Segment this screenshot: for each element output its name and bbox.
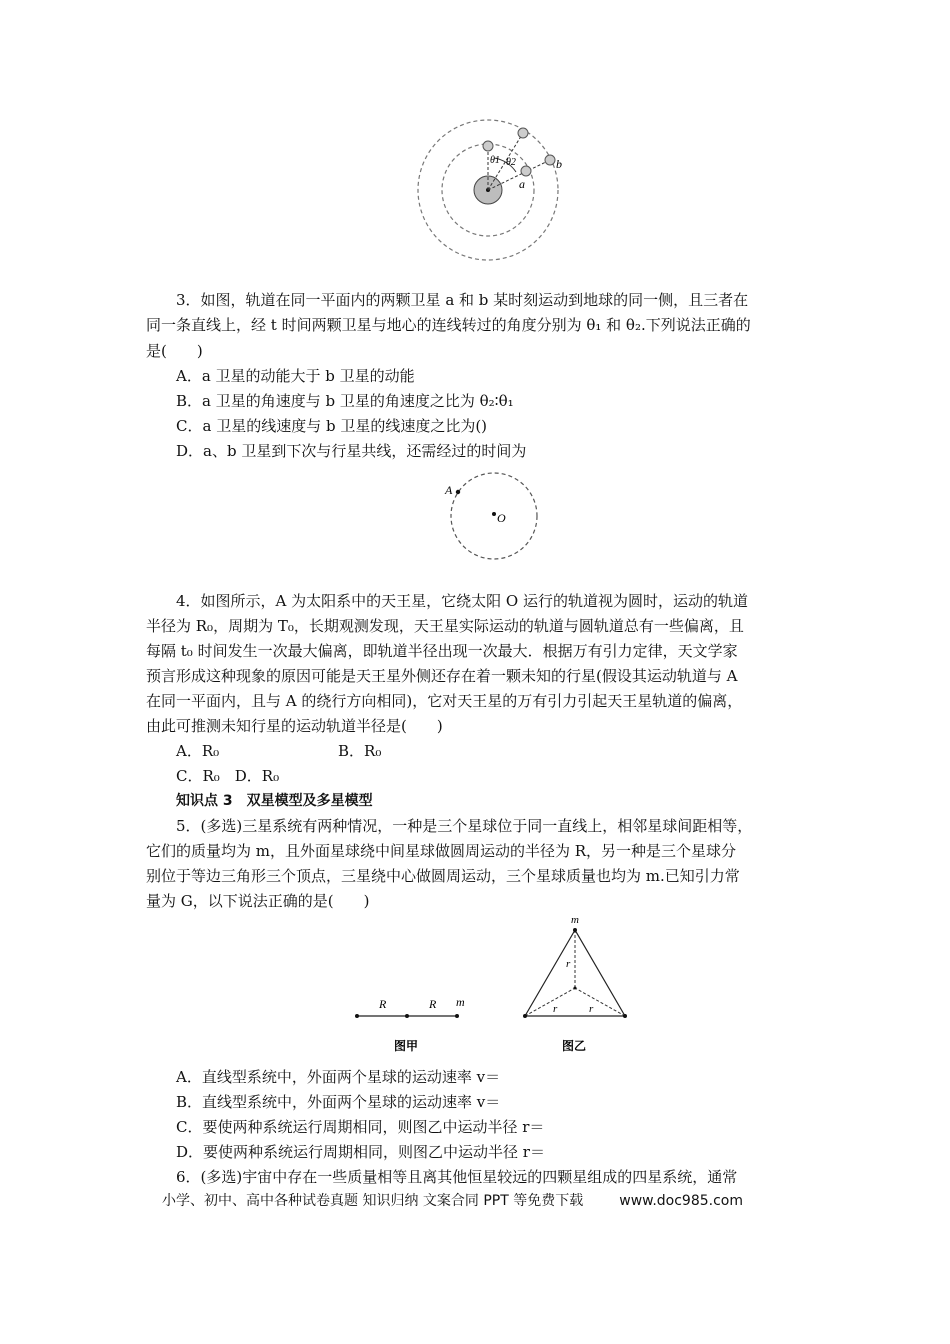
q5-stem-line-1: 5．(多选)三星系统有两种情况，一种是三个星球位于同一直线上，相邻星球间距相等，: [176, 817, 753, 835]
uranus-orbit-figure: [440, 470, 550, 565]
label-r-vertical: r: [566, 958, 571, 970]
q5-option-c: C．要使两种系统运行周期相同，则图乙中运动半径 r＝: [176, 1118, 545, 1136]
q3-stem-line-3: 是( ): [146, 342, 203, 360]
q4-stem-line-5: 在同一平面内，且与 A 的绕行方向相同)，它对天王星的万有引力引起天王星轨道的偏离，: [146, 692, 743, 710]
label-A: A: [445, 483, 453, 497]
q5-stem-line-3: 别位于等边三角形三个顶点，三星绕中心做圆周运动，三个星球质量也均为 m.已知引力常: [146, 867, 740, 885]
footer-url[interactable]: www.doc985.com: [619, 1193, 743, 1209]
q4-option-b: B．R₀: [338, 742, 382, 760]
q5-stem-line-4: 量为 G，以下说法正确的是( ): [146, 892, 370, 910]
q5-option-b: B．直线型系统中，外面两个星球的运动速率 v＝: [176, 1093, 501, 1111]
label-r-right: r: [589, 1003, 594, 1015]
q4-stem-line-6: 由此可推测未知行星的运动轨道半径是( ): [146, 717, 443, 735]
page-footer: [162, 1191, 743, 1211]
q3-option-c: C．a 卫星的线速度与 b 卫星的线速度之比为(): [176, 417, 488, 435]
label-m: m: [456, 995, 465, 1009]
linear-three-star-figure: [350, 990, 480, 1060]
triangle-three-star-figure: [520, 912, 630, 1057]
label-R-right: R: [429, 997, 437, 1011]
label-b: b: [556, 157, 562, 171]
label-a: a: [519, 177, 525, 191]
q4-stem-line-2: 半径为 R₀，周期为 T₀，长期观测发现，天王星实际运动的轨道与圆轨道总有一些偏离，且: [146, 617, 744, 635]
caption-jia: 图甲: [394, 1039, 419, 1053]
q3-option-b: B．a 卫星的角速度与 b 卫星的角速度之比为 θ₂∶θ₁: [176, 392, 514, 410]
q5-option-d: D．要使两种系统运行周期相同，则图乙中运动半径 r＝: [176, 1143, 545, 1161]
q4-stem-line-1: 4．如图所示，A 为太阳系中的天王星，它绕太阳 O 运行的轨道视为圆时，运动的轨道: [176, 592, 748, 610]
q5-option-a: A．直线型系统中，外面两个星球的运动速率 v＝: [176, 1068, 501, 1086]
q3-stem-line-1: 3．如图，轨道在同一平面内的两颗卫星 a 和 b 某时刻运动到地球的同一侧，且三者在: [176, 291, 749, 309]
q4-option-cd: C．R₀ D．R₀: [176, 767, 280, 785]
q3-stem-line-2: 同一条直线上，经 t 时间两颗卫星与地心的连线转过的角度分别为 θ₁ 和 θ₂.下列说法正确的: [146, 316, 751, 334]
satellite-b-now: [545, 155, 555, 165]
footer-text: 小学、初中、高中各种试卷真题 知识归纳 文案合同 PPT 等免费下载: [162, 1193, 584, 1209]
q3-option-a: A．a 卫星的动能大于 b 卫星的动能: [176, 367, 415, 385]
theta2-label: θ2: [506, 157, 516, 168]
caption-yi: 图乙: [562, 1039, 587, 1053]
label-R-left: R: [379, 997, 387, 1011]
q5-stem-line-2: 它们的质量均为 m，且外面星球绕中间星球做圆周运动的半径为 R，另一种是三个星球分: [146, 842, 737, 860]
q4-stem-line-3: 每隔 t₀ 时间发生一次最大偏离，即轨道半径出现一次最大．根据万有引力定律，天文学家: [146, 642, 738, 660]
q4-stem-line-4: 预言形成这种现象的原因可能是天王星外侧还存在着一颗未知的行星(假设其运动轨道与 A: [146, 667, 738, 685]
theta1-label: θ1: [490, 155, 500, 166]
satellite-b-start: [518, 128, 528, 138]
label-m-top: m: [571, 914, 579, 926]
q6-stem-line-1: 6．(多选)宇宙中存在一些质量相等且离其他恒星较远的四颗星组成的四星系统，通常: [176, 1168, 738, 1186]
satellite-a-now: [521, 166, 531, 176]
satellite-a-start: [483, 141, 493, 151]
q4-option-a: A．R₀: [176, 742, 220, 760]
satellite-orbit-figure: [416, 118, 566, 268]
label-O: O: [497, 511, 506, 525]
q3-option-d: D．a、b 卫星到下次与行星共线，还需经过的时间为: [176, 442, 527, 460]
section-heading: 知识点 3 双星模型及多星模型: [176, 793, 373, 809]
label-r-left: r: [553, 1003, 558, 1015]
